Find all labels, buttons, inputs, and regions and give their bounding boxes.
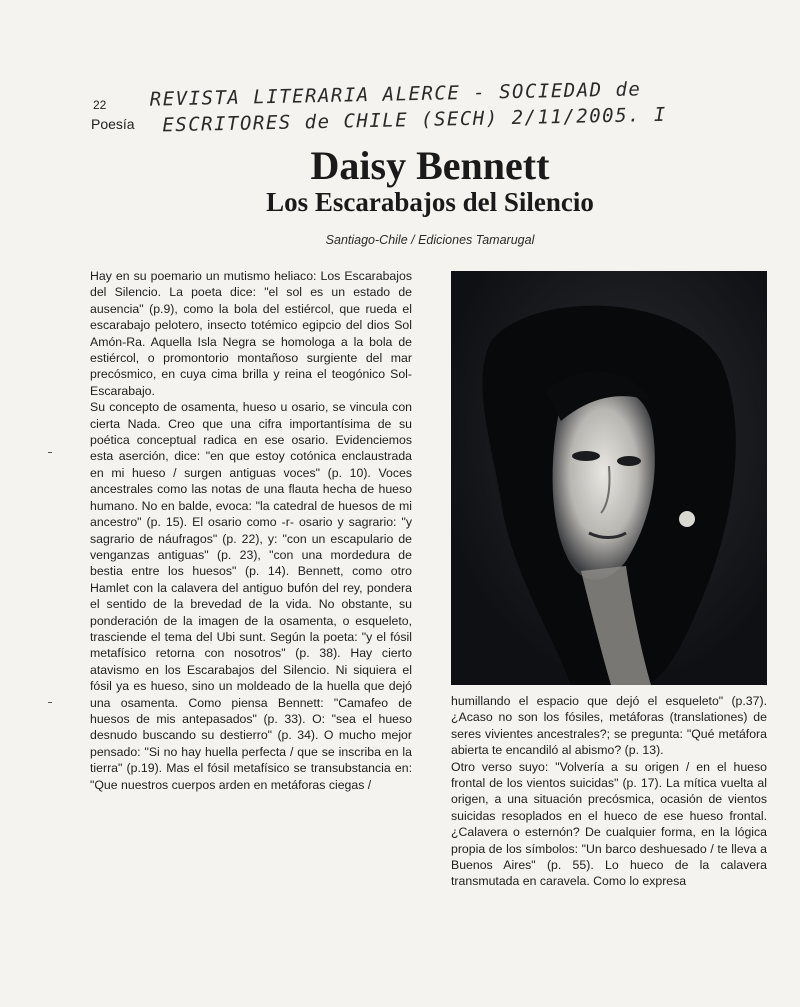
author-name: Daisy Bennett <box>310 143 550 188</box>
handwritten-note-line-2: ESCRITORES de CHILE (SECH) 2/11/2005. I <box>162 103 668 137</box>
book-title: Los Escarabajos del Silencio <box>266 187 594 217</box>
margin-mark-bottom <box>48 702 52 703</box>
publisher-line: Santiago-Chile / Ediciones Tamarugal <box>325 233 535 247</box>
right-eye <box>617 456 641 466</box>
section-label: Poesía <box>91 116 135 132</box>
left-eye <box>572 451 600 461</box>
handwritten-note <box>150 73 781 138</box>
handwritten-note-line-1: REVISTA LITERARIA ALERCE - SOCIEDAD de <box>149 78 642 111</box>
portrait-image <box>451 271 767 685</box>
left-paragraph-1: Hay en su poemario un mutismo heliaco: Los Escarabajos del Silencio. La poeta dice: "el sol es un estado de ausencia" (p.9), como la bola del estiércol, que rueda el escarabajo pelotero, insecto totémico egipcio del dios Sol Amón-Ra. Aquella Isla Negra se homologa a la bola de estiércol, o promontorio montañoso surgiente del mar precósmico, en cuya cima brilla y reina el teogónico Sol-Escarabajo. <box>90 269 412 398</box>
page-number: 22 <box>93 98 107 112</box>
right-paragraph-1: humillando el espacio que dejó el esqueleto" (p.37). ¿Acaso no son los fósiles, metáforas (translationes) de seres vivientes ancestrales?; se pregunta: "Qué metáfora abierta te encandiló al abismo? (p. 13). <box>451 694 767 758</box>
left-column <box>90 268 412 793</box>
right-paragraph-2: Otro verso suyo: "Volvería a su origen / en el hueso frontal de los vientos suicidas" (p. 17). La mítica vuelta al origen, a una situación precósmica, ocasión de vientos suicidas resoplados en el hueco de ese hueso frontal. ¿Calavera o esternón? De cualquier forma, en la lógica propia de los símbolos: "Un barco deshuesado / te lleva a Buenos Aires" (p. 55). Lo hueco de la calavera transmutada en caravela. Como lo expresa <box>451 759 767 889</box>
margin-mark-top <box>48 452 52 453</box>
earring <box>679 511 695 527</box>
left-paragraph-2: Su concepto de osamenta, hueso u osario, se vincula con cierta Nada. Creo que una cifra importantísima de su poética conceptual radica en ese osario. Evidenciemos esta aserción, dice: "en que estoy cotónica enclaustrada en mi hueso / surgen antiguas voces" (p. 10). Voces ancestrales como las notas de una flauta hecha de hueso humano. No en balde, evoca: "la catedral de huesos de mi ancestro" (p. 15). El osario como -r- osario y sagrario: "y sagrario de náufragos" (p. 22), y: "con un escapulario de venganzas antiguas" (p. 23), "con una mordedura de bestia entre los huesos" (p. 14). Bennett, como otro Hamlet con la calavera del antiguo bufón del rey, pondera el sentido de la brevedad de la vida. No obstante, su ponderación de la imagen de la osamenta, o esqueleto, trasciende el tema del Ubi sunt. Según la poeta: "y el fósil metafísico retorna con nosotros" (p. 38). Hay cierto atavismo en los Escarabajos del Silencio. Ni siquiera el fósil ya es hueso, sino un moldeado de la huella que dejó una osamenta. Como piensa Bennett: "Camafeo de huesos de mis antepasados" (p. 33). O: "sea el hueso desnudo buscando su destierro" (p. 34). O mucho mejor pensado: "Si no hay huella perfecta / que se inscriba en la tierra" (p.19). Mas el fósil metafísico se transubstancia en: "Que nuestros cuerpos arden en metáforas ciegas / <box>90 400 412 792</box>
right-column <box>451 693 767 890</box>
author-photo <box>451 271 767 685</box>
